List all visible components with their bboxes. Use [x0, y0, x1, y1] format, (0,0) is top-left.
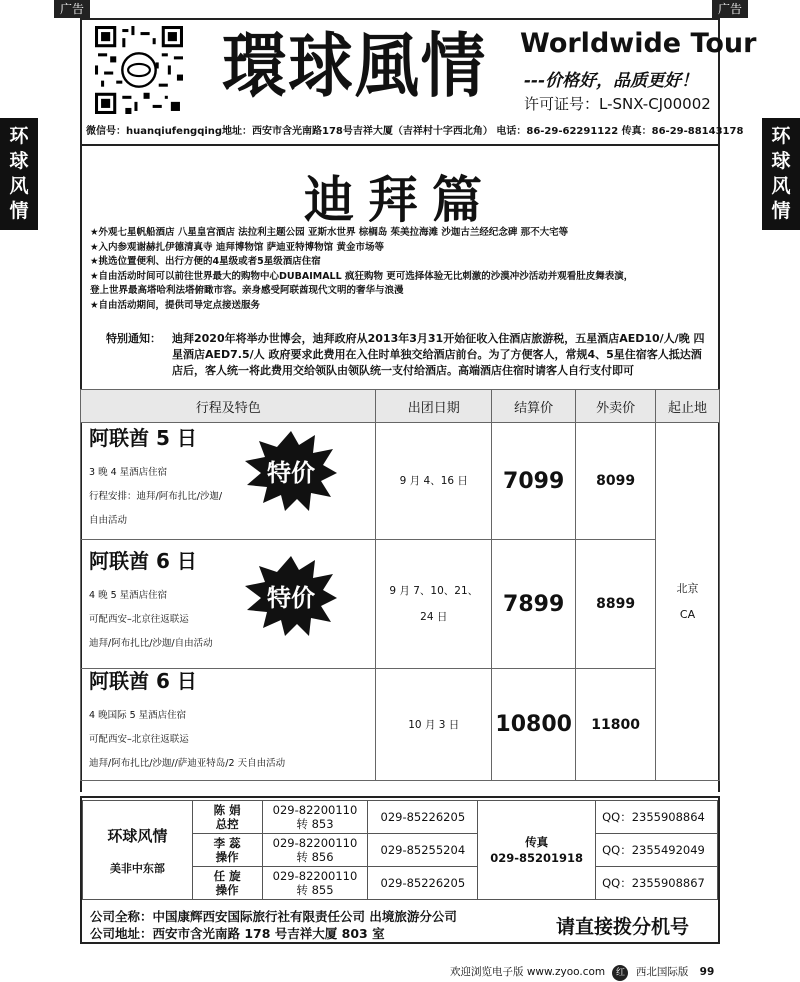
tour-detail: 迪拜/阿布扎比/沙迦//萨迪亚特岛/2 天自由活动	[89, 758, 286, 769]
tel-ext: 转 853	[296, 817, 334, 831]
address-line: 地址：西安市含光南路178号吉祥大厦（吉祥村十字西北角） 电话：86-29-62291122 传真：86-29-88143178	[222, 126, 744, 137]
special-price-badge	[245, 556, 337, 636]
notice-label: 特别通知：	[106, 332, 161, 345]
special-price-text: 特价	[267, 584, 315, 612]
tel-ext: 转 855	[296, 883, 334, 897]
brand-logo-text: 環球風情	[222, 24, 487, 107]
contact-tel	[262, 801, 368, 834]
contact-name: 任 旋	[213, 869, 241, 883]
contact-qq: QQ：2355492049	[596, 834, 718, 867]
side-tab-char: 环	[771, 125, 791, 147]
date-line: 9 月 4、16 日	[399, 475, 468, 487]
tour-info-cell	[81, 540, 376, 669]
tour-detail: 4 晚 5 星酒店住宿	[89, 589, 168, 601]
column-header: 出团日期	[376, 390, 492, 423]
tour-detail: 迪拜/阿布扎比/沙迦/自由活动	[89, 637, 213, 649]
table-row	[81, 423, 720, 540]
departure-dates	[376, 669, 492, 781]
contact-name: 陈 娟	[213, 803, 241, 817]
feature-item: ★自由活动时间可以前往世界最大的购物中心DUBAIMALL 疯狂购物 更可选择体验无比刺激的沙漠冲沙活动并观看肚皮舞表演，	[90, 270, 634, 282]
contact-person	[192, 867, 262, 900]
contact-tel	[262, 834, 368, 867]
feature-item: ★自由活动期间，提供司导定点接送服务	[90, 299, 261, 311]
direct-dial-note: 请直接拨分机号	[556, 916, 690, 938]
special-price-badge	[245, 431, 337, 511]
feature-item: 登上世界最高塔哈利法塔俯瞰市容。亲身感受阿联酋现代文明的奢华与浪漫	[90, 285, 404, 297]
date-line: 9 月 7、10、21、	[389, 585, 479, 597]
page-number: 99	[699, 966, 715, 978]
date-line: 10 月 3 日	[408, 718, 460, 731]
side-tab-char: 风	[771, 175, 791, 197]
departure-dates	[376, 540, 492, 669]
table-row	[81, 540, 720, 669]
company-address: 公司地址：西安市含光南路 178 号吉祥大厦 803 室	[90, 926, 385, 941]
contacts-table	[82, 800, 718, 900]
feature-item: ★挑选位置便利、出行方便的4星级或者5星级酒店住宿	[90, 256, 321, 268]
contact-person	[192, 801, 262, 834]
origin-destination	[656, 423, 720, 781]
company-full-name: 公司全称：中国康辉西安国际旅行社有限责任公司 出境旅游分公司	[90, 909, 457, 924]
ad-tag-right: 广告	[712, 0, 748, 18]
department-cell	[83, 801, 193, 900]
settlement-price: 10800	[492, 669, 576, 781]
settlement-price: 7099	[492, 423, 576, 540]
table-row	[81, 669, 720, 781]
tour-name: 阿联酋 5 日	[89, 425, 197, 450]
page-title: 迪拜篇	[304, 171, 496, 229]
column-header: 结算价	[492, 390, 576, 423]
tel-number: 029-82200110	[272, 836, 358, 850]
tel-number: 029-82200110	[272, 803, 358, 817]
retail-price: 8899	[576, 540, 656, 669]
tour-detail: 3 晚 4 星酒店住宿	[89, 466, 168, 478]
tour-detail: 可配西安–北京往返联运	[89, 613, 189, 625]
table-header-row	[81, 390, 720, 423]
company-info	[90, 908, 457, 942]
side-tab-char: 情	[771, 200, 791, 222]
qr-code-icon	[95, 26, 183, 114]
fax-label: 传真	[525, 835, 549, 849]
tour-info-cell	[81, 423, 376, 540]
contact-role: 操作	[215, 883, 239, 897]
ad-tag-left: 广告	[54, 0, 90, 18]
side-tab-char: 球	[9, 150, 29, 172]
contact-row	[83, 801, 718, 834]
side-tab-char: 风	[9, 175, 29, 197]
fax-cell	[478, 801, 596, 900]
tours-table	[80, 389, 720, 781]
feature-item: ★入内参观谢赫扎伊德清真寺 迪拜博物馆 萨迪亚特博物馆 黄金市场等	[90, 241, 384, 253]
retail-price: 11800	[576, 669, 656, 781]
tel-number: 029-82200110	[272, 869, 358, 883]
features-list	[90, 226, 633, 314]
settlement-price: 7899	[492, 540, 576, 669]
retail-price: 8099	[576, 423, 656, 540]
department-name: 环球风情	[107, 826, 168, 845]
tour-name: 阿联酋 6 日	[89, 669, 197, 693]
contact-person	[192, 834, 262, 867]
special-notice	[106, 331, 706, 379]
slogan: ---价格好，品质更好！	[524, 71, 699, 91]
edition-name: 西北国际版	[635, 966, 689, 978]
fax-number: 029-85201918	[490, 851, 584, 865]
contact-tel	[262, 867, 368, 900]
direct-line: 029-85255204	[368, 834, 478, 867]
contact-qq: QQ：2355908867	[596, 867, 718, 900]
contact-role: 操作	[215, 850, 239, 864]
column-header: 起止地	[656, 390, 720, 423]
contact-qq: QQ：2355908864	[596, 801, 718, 834]
direct-line: 029-85226205	[368, 867, 478, 900]
footer-text: 欢迎浏览电子版 www.zyoo.com	[450, 966, 606, 978]
column-header: 外卖价	[576, 390, 656, 423]
origin-city: 北京	[676, 581, 699, 595]
side-tab-char: 情	[9, 200, 29, 222]
license-number: 许可证号：L-SNX-CJ00002	[524, 95, 711, 113]
tel-ext: 转 856	[296, 850, 334, 864]
feature-item: ★外观七星帆船酒店 八星皇宫酒店 法拉利主题公园 亚斯水世界 棕榈岛 茱美拉海滩 沙迦古兰经纪念碑 那不大宅等	[90, 227, 569, 238]
special-price-text: 特价	[267, 459, 315, 487]
wechat-id: 微信号：huanqiufengqing	[86, 126, 223, 137]
tour-info-cell	[81, 669, 376, 781]
contact-role: 总控	[215, 817, 239, 831]
departure-dates	[376, 423, 492, 540]
contact-name: 李 蕊	[213, 836, 241, 850]
tour-detail: 行程安排：迪拜/阿布扎比/沙迦/	[89, 490, 223, 502]
english-title: Worldwide Tour	[520, 28, 757, 59]
side-tab-char: 球	[771, 150, 791, 172]
column-header: 行程及特色	[81, 390, 376, 423]
date-line: 24 日	[420, 611, 448, 623]
tour-detail: 4 晚国际 5 星酒店住宿	[89, 710, 187, 721]
tour-detail: 可配西安–北京往返联运	[89, 734, 189, 745]
page-footer	[450, 964, 714, 981]
direct-line: 029-85226205	[368, 801, 478, 834]
edition-badge: 红	[612, 965, 628, 981]
airline-code: CA	[679, 607, 696, 621]
department-sub: 美非中东部	[109, 861, 165, 875]
tour-name: 阿联酋 6 日	[89, 548, 197, 573]
notice-text: 迪拜2020年将举办世博会，迪拜政府从2013年3月31开始征收入住酒店旅游税，五星酒店AED10/人/晚 四星酒店AED7.5/人 政府要求此费用在入住时单独交给酒店前台。为了方便客人，常规4、5星住宿客人抵达酒店后，客人统一将此费用交给领队由领队统一支付给酒店。高端酒店住宿时请客人自行支付即可	[172, 332, 705, 377]
tour-detail: 自由活动	[89, 514, 128, 526]
side-tab-char: 环	[9, 125, 29, 147]
